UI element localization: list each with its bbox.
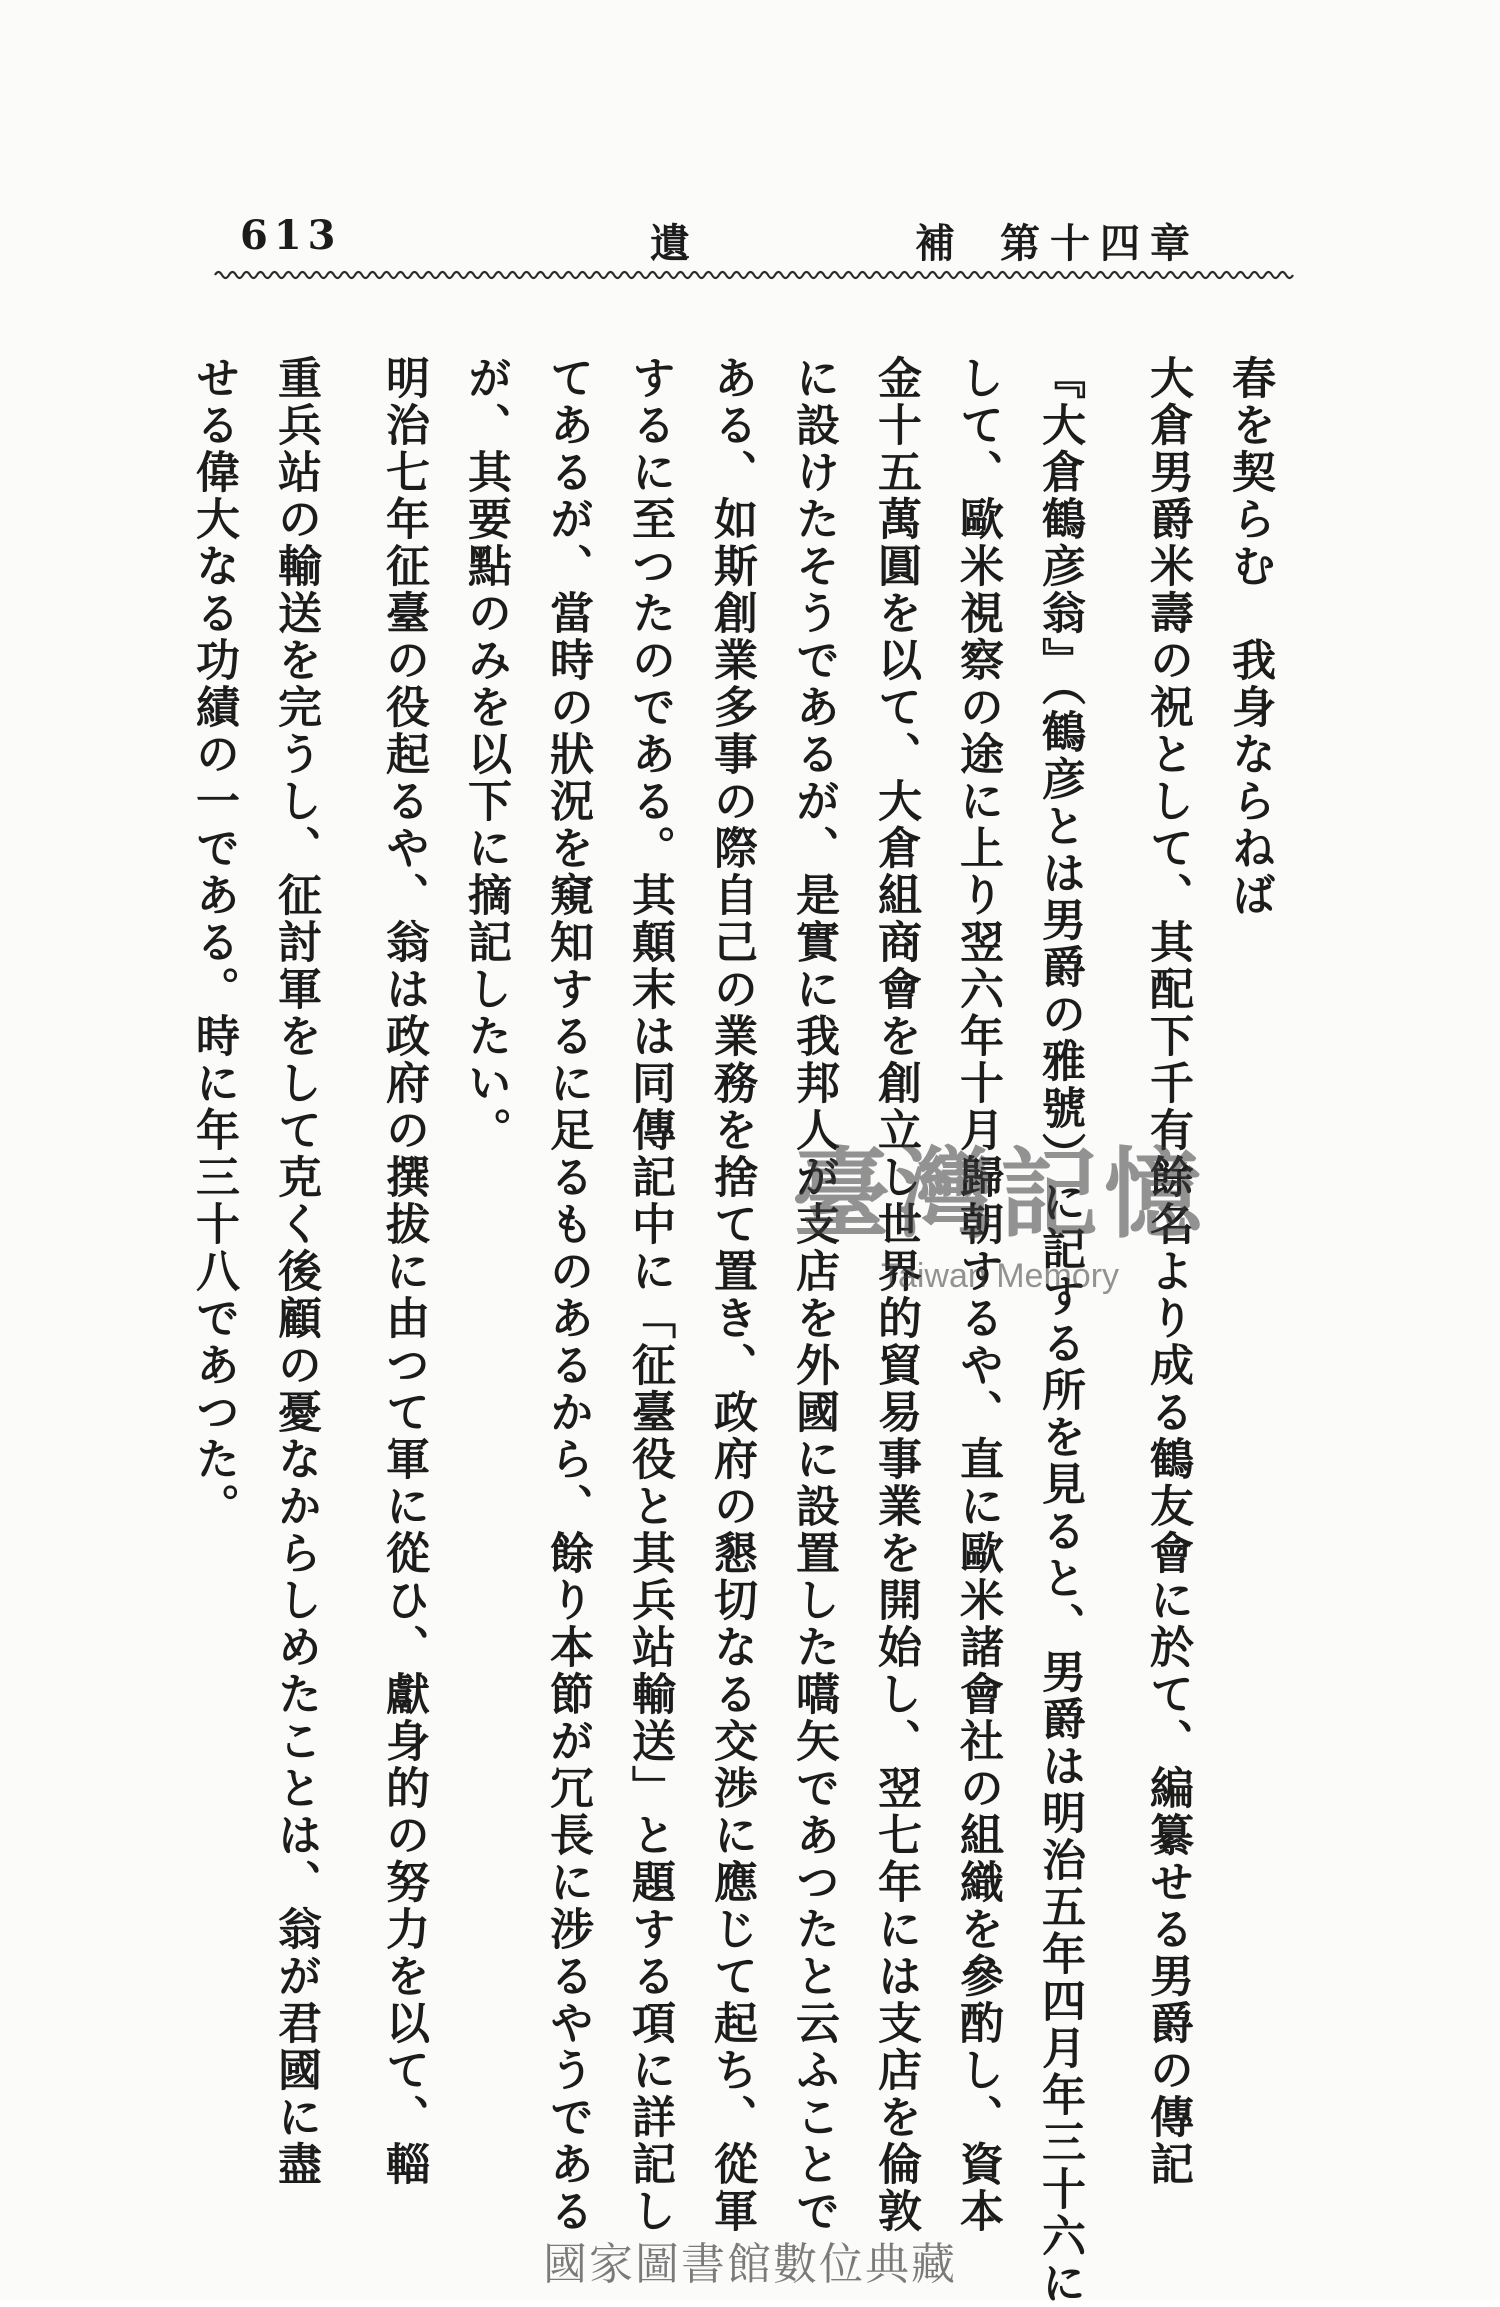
- text-column: して、歐米視察の途に上り翌六年十月歸朝するや、直に歐米諸會社の組織を參酌し、資本: [952, 355, 1003, 2235]
- footer-credit: 國家圖書館數位典藏: [543, 2239, 957, 2290]
- watermark-subtitle: Taiwan Memory: [880, 1257, 1120, 1295]
- header-section: 遺: [650, 220, 696, 267]
- text-column: 明治七年征臺の役起るや、翁は政府の撰拔に由つて軍に從ひ、獻身的の努力を以て、輜: [378, 355, 429, 2188]
- text-column: 大倉男爵米壽の祝として、其配下千有餘名より成る鶴友會に於て、編纂せる男爵の傳記: [1142, 355, 1193, 2188]
- header-wavy-rule: [215, 268, 1290, 282]
- text-column: に設けたそうであるが、是實に我邦人が支店を外國に設置した嚆矢であつたと云ふことで: [788, 355, 839, 2235]
- header-sub-section: 補: [915, 220, 961, 267]
- page-number: 613: [240, 212, 342, 259]
- watermark: [740, 1137, 1260, 1330]
- watermark-logo-text: 臺灣記憶: [791, 1137, 1208, 1252]
- text-column: 重兵站の輸送を完うし、征討軍をして克く後顧の憂なからしめたことは、翁が君國に盡: [270, 355, 321, 2188]
- text-column: せる偉大なる功績の一である。時に年三十八であつた。: [188, 355, 239, 1530]
- text-column: 『大倉鶴彦翁』（鶴彦とは男爵の雅號）に記する所を見ると、男爵は明治五年四月年三十六に: [1034, 355, 1085, 2307]
- text-column: 金十五萬圓を以て、大倉組商會を創立し世界的貿易事業を開始し、翌七年には支店を倫敦: [870, 355, 921, 2235]
- running-header: [200, 200, 1300, 270]
- poem-line: 春を契らむ 我身ならねば: [1224, 355, 1275, 919]
- chapter-title: 第十四章: [1000, 220, 1200, 267]
- text-column: ある、如斯創業多事の際自己の業務を捨て置き、政府の懇切なる交渉に應じて起ち、從軍: [706, 355, 757, 2235]
- text-column: するに至つたのである。其顛末は同傳記中に「征臺役と其兵站輸送」と題する項に詳記し: [624, 355, 675, 2235]
- text-column: が、其要點のみを以下に摘記したい。: [460, 355, 511, 1154]
- text-column: てあるが、當時の狀況を窺知するに足るものあるから、餘り本節が冗長に涉るやうである: [542, 355, 593, 2235]
